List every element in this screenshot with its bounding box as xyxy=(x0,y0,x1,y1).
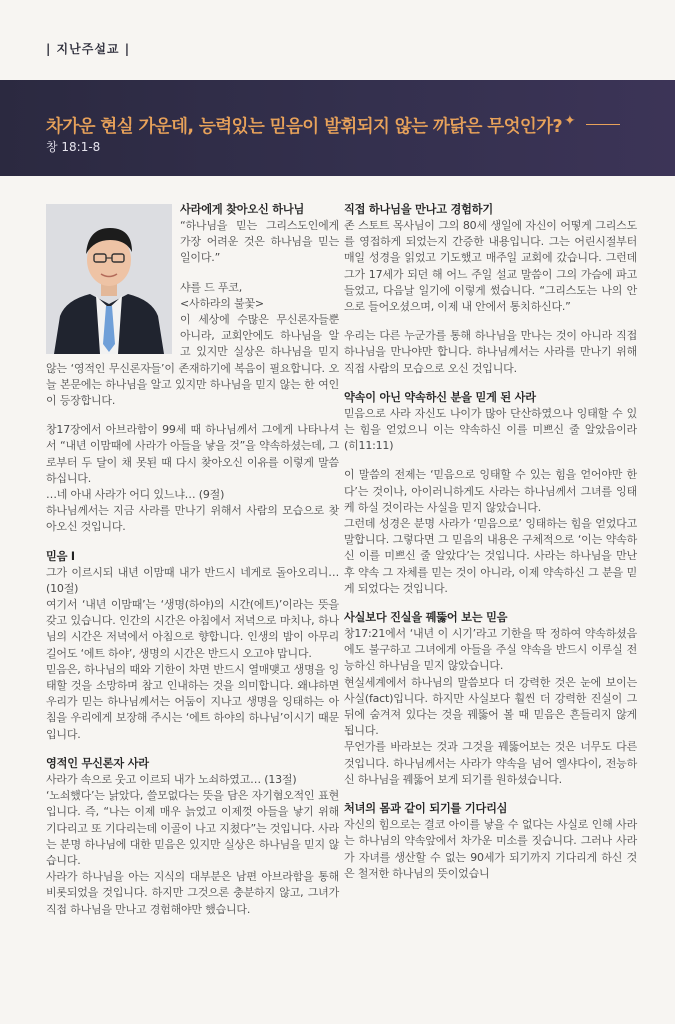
left-paragraph-3: 창17장에서 아브라함이 99세 때 하나님께서 그에게 나타나셔서 “내년 이맘때에 사라가 아들을 낳을 것”을 약속하셨는데, 그로부터 두 달이 채 못된 때 다시 찾아오신 이유를 이렇게 말씀하십니다. xyxy=(46,423,339,485)
sermon-title: 차가운 현실 가운데, 능력있는 믿음이 발휘되지 않는 까닭은 무엇인가? xyxy=(46,117,563,137)
quote-book: <사하라의 불꽃> xyxy=(180,296,264,310)
right-paragraph-6: 창17:21에서 ‘내년 이 시기’라고 기한을 딱 정하여 약속하셨음에도 불구하고 그녀에게 아들을 주실 약속을 반드시 이루실 전능하신 하나님을 믿지 않았습니다. xyxy=(344,627,637,673)
left-paragraph-1: “하나님을 믿는 그리스도인에게 가장 어려운 것은 하나님을 믿는 일이다.” xyxy=(180,219,339,265)
left-paragraph-5: 하나님께서는 지금 사라를 만나기 위해서 사람의 모습으로 찾아오신 것입니다. xyxy=(46,504,339,534)
left-paragraph-9: 사라가 속으로 웃고 이르되 내가 노쇠하였고… (13절) xyxy=(46,772,297,786)
right-paragraph-3: 믿음으로 사라 자신도 나이가 많아 단산하였으나 잉태할 수 있는 힘을 얻었으니 이는 약속하신 이를 미쁘신 줄 알았음이라 (히11:11) xyxy=(344,406,637,453)
left-heading-1: 사라에게 찾아오신 하나님 xyxy=(180,203,305,216)
left-paragraph-6: 그가 이르시되 내년 이맘때 내가 반드시 네게로 돌아오리니… (10절) xyxy=(46,565,339,595)
right-paragraph-7: 현실세계에서 하나님의 말씀보다 더 강력한 것은 눈에 보이는 사실(fact)입니다. 하지만 사실보다 훨씬 더 강력한 진실이 그 뒤에 숨겨져 있다는 것을 꿰뚫어 볼 때 믿음은 흔들리지 않게 됩니다. xyxy=(344,675,637,738)
right-heading-4: 처녀의 몸과 같이 되기를 기다리심 xyxy=(344,802,508,816)
sparkle-icon: ✦ xyxy=(564,113,576,129)
right-paragraph-4: 이 말씀의 전제는 ‘믿음으로 잉태할 수 있는 힘을 얻어야만 한다’는 것이나, 아이러니하게도 사라는 하나님께서 그녀를 잉태케 하실 것이라는 사실을 믿지 않았습니다. xyxy=(344,468,637,514)
left-paragraph-7: 여기서 ‘내년 이맘때’는 ‘생명(하야)의 시간(에트)’이라는 뜻을 갖고 있습니다. 인간의 시간은 아침에서 저녁으로 마치나, 하나님의 시간은 저녁에서 아침으로 향합니다. 인생의 밤이 아무리 길어도 ‘에트 하야’, 생명의 시간은 반드시 오고야 맙니다. xyxy=(46,598,339,660)
right-heading-2: 약속이 아닌 약속하신 분을 믿게 된 사라 xyxy=(344,390,536,404)
left-paragraph-8: 믿음은, 하나님의 때와 기한이 차면 반드시 열매맺고 생명을 잉태할 것을 소망하며 참고 인내하는 것을 의미합니다. 왜냐하면 우리가 믿는 하나님께서는 어둠이 지나고 생명을 잉태하는 아침을 우리에게 보장해 주시는 ‘에트 하야의 하나님’이시기 때문입니다. xyxy=(46,662,339,741)
scripture-reference: 창 18:1-8 xyxy=(46,140,101,154)
left-paragraph-4: …네 아내 사라가 어디 있느냐… (9절) xyxy=(46,488,225,502)
left-heading-3: 영적인 무신론자 사라 xyxy=(46,756,149,770)
right-paragraph-9: 자신의 힘으로는 결코 아이를 낳을 수 없다는 사실로 인해 사라는 하나님의 약속앞에서 차가운 미소를 짓습니다. 그러나 사라가 자녀를 생산할 수 없는 90세가 되기까지 기다리게 하신 것은 철저한 하나님의 뜻이었습니 xyxy=(344,818,637,880)
right-paragraph-5: 그런데 성경은 분명 사라가 ‘믿음으로’ 잉태하는 힘을 얻었다고 말합니다. 그렇다면 그 믿음의 내용은 구체적으로 ‘이는 약속하신 이를 미쁘신 줄 알았다’는 것입니다. 사라는 하나님을 만난 후 약속 그 자체를 믿는 것이 아니라, 이제 약속하신 그 분을 믿게 되었다는 것입니다. xyxy=(344,517,637,595)
right-heading-3: 사실보다 진실을 꿰뚫어 보는 믿음 xyxy=(344,611,508,625)
left-paragraph-2: 이 세상에 수많은 무신론자들뿐 아니라, 교회안에도 하나님을 알고 있지만 실상은 하나님을 믿지 않는 ‘영적인 무신론자들’이 존재하기에 복음이 필요합니다. 오늘 본문에는 하나님을 알고 있지만 하나님을 믿지 않는 한 여인이 등장합니다. xyxy=(46,313,339,408)
pastor-portrait xyxy=(46,204,172,354)
right-heading-1: 직접 하나님을 만나고 경험하기 xyxy=(344,203,493,216)
quote-source: 샤를 드 푸코, xyxy=(180,280,243,294)
right-paragraph-2: 우리는 다른 누군가를 통해 하나님을 만나는 것이 아니라 직접 하나님을 만나야만 합니다. 하나님께서는 사라를 만나기 위해 직접 사람의 모습으로 오신 것입니다. xyxy=(344,329,637,375)
right-column xyxy=(344,202,637,882)
right-paragraph-8: 무언가를 바라보는 것과 그것을 꿰뚫어보는 것은 너무도 다른 것입니다. 하나님께서는 사라가 약속을 넘어 엘샤다이, 전능하신 하나님을 꿰뚫어 보게 되기를 원하셨습니다. xyxy=(344,740,637,786)
left-column xyxy=(46,202,339,918)
left-paragraph-11: 사라가 하나님을 아는 지식의 대부분은 남편 아브라함을 통해 비롯되었을 것입니다. 하지만 그것으론 충분하지 않고, 그녀가 직접 하나님을 만나고 경험해야만 했습니다. xyxy=(46,870,339,916)
section-tag: | 지난주설교 | xyxy=(46,42,131,56)
right-paragraph-1: 존 스토트 목사님이 그의 80세 생일에 자신이 어떻게 그리스도를 영접하게 되었는지 간증한 내용입니다. 그는 어린시절부터 매일 성경을 읽었고 기도했고 매주일 교회에 갔습니다. 그런데 그가 17세가 되던 해 어느 주일 설교 말씀이 그의 가슴에 파고 들었고, 다음날 일기에 이렇게 썼습니다. “그리스도는 나의 안으로 들어오셨으며, 이제 내 안에서 통치하신다.” xyxy=(344,219,637,314)
left-paragraph-10: ‘노쇠했다’는 낡았다, 쓸모없다는 뜻을 담은 자기혐오적인 표현입니다. 즉, “나는 이제 매우 늙었고 이제껏 아들을 낳기 위해 기다리고 또 기다리는데 이골이 나고 지쳤다”는 것입니다. 사라는 분명 하나님에 대한 믿음은 있지만 실상은 하나님을 믿지 않습니다. xyxy=(46,789,339,867)
decorative-line-icon xyxy=(586,124,620,125)
left-heading-2: 믿음 I xyxy=(46,549,75,563)
